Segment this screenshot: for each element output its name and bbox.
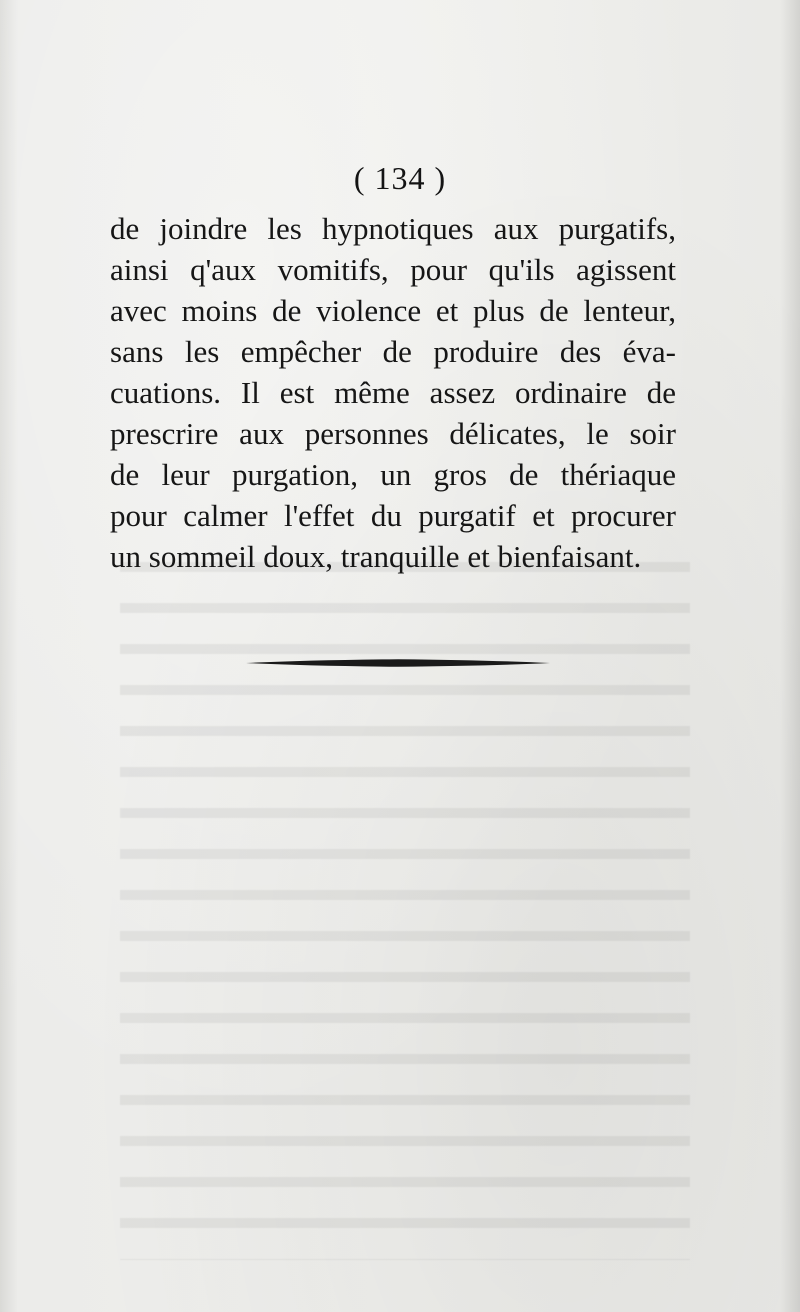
- body-paragraph: [110, 208, 676, 577]
- text-line: de joindre les hypnotiques aux purgatifs,: [110, 211, 676, 246]
- text-line: cuations. Il est même assez ordinaire de: [110, 375, 676, 410]
- text-line: avec moins de violence et plus de lenteur,: [110, 293, 676, 328]
- text-line: pour calmer l'effet du purgatif et procurer: [110, 498, 676, 533]
- section-divider-rule: [244, 657, 552, 669]
- text-line: sans les empêcher de produire des éva-: [110, 334, 676, 369]
- text-line: un sommeil doux, tranquille et bienfaisant.: [110, 539, 642, 574]
- page-number: ( 134 ): [353, 160, 447, 196]
- show-through-text: [120, 540, 690, 1260]
- text-line: ainsi q'aux vomitifs, pour qu'ils agissent: [110, 252, 676, 287]
- text-line: prescrire aux personnes délicates, le soir: [110, 416, 676, 451]
- text-line: de leur purgation, un gros de thériaque: [110, 457, 676, 492]
